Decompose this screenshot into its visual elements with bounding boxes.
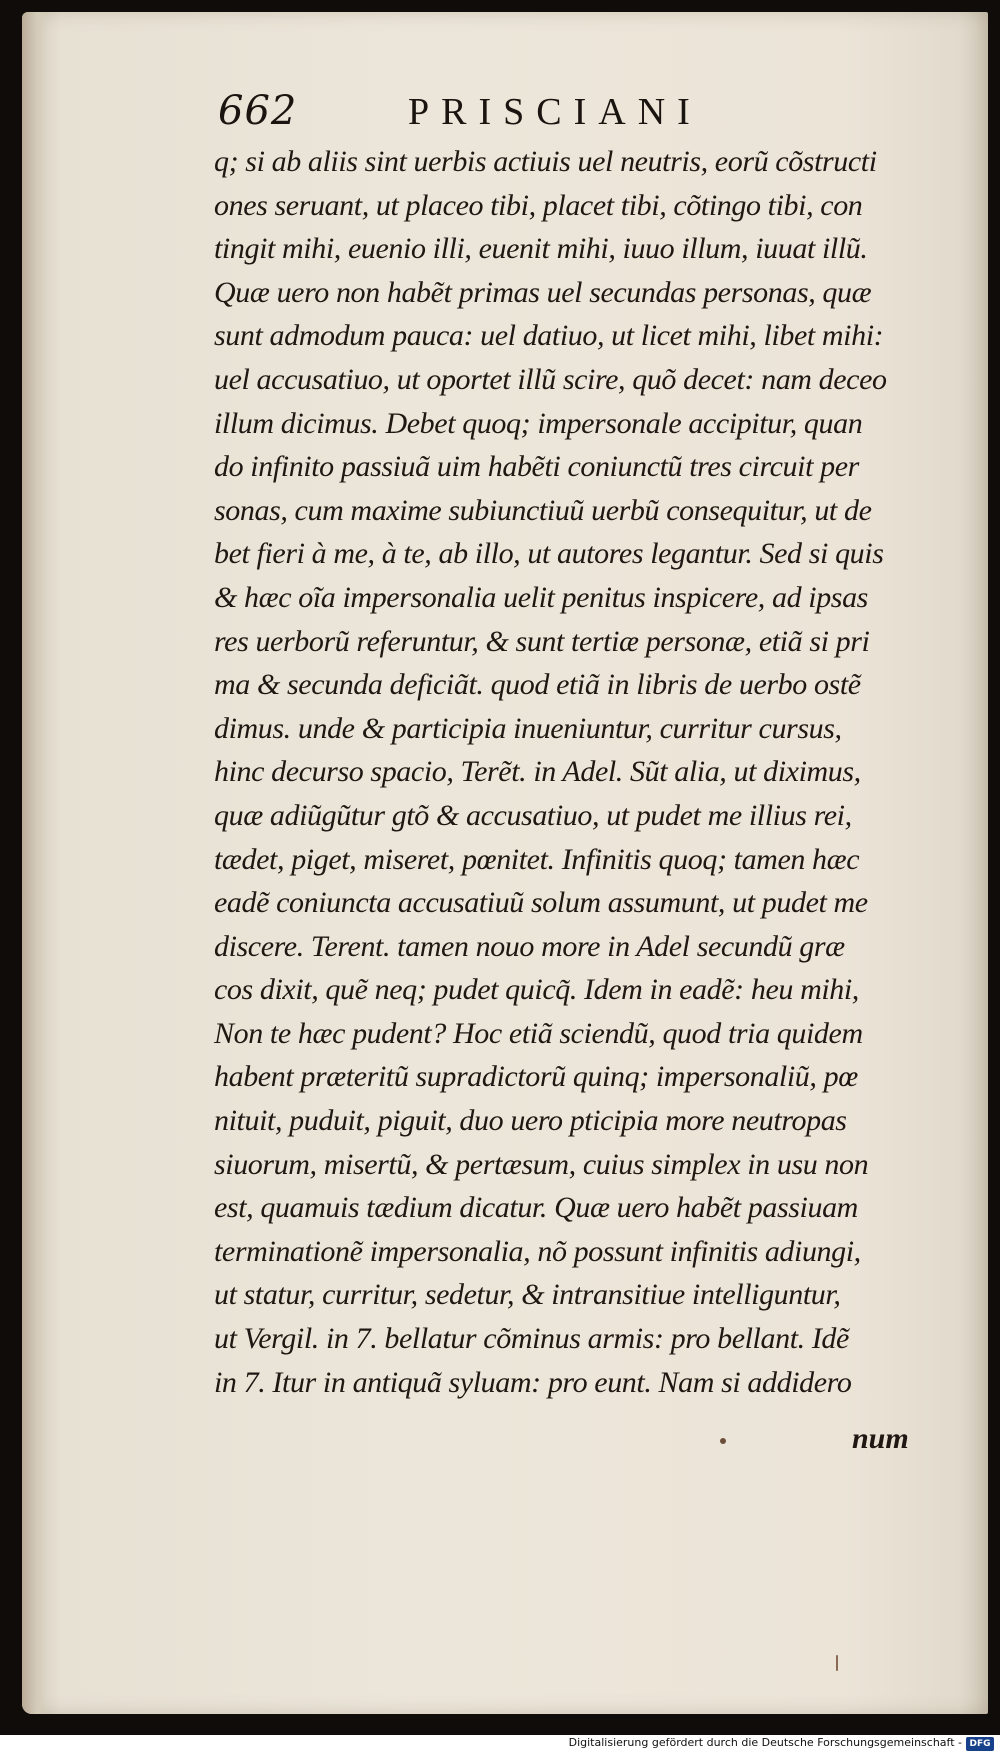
text-line: siuorum, misertũ, & pertæsum, cuius simplex in usu non	[214, 1147, 869, 1181]
text-line: tædet, piget, miseret, pœnitet. Infinitis quoq; tamen hæc	[214, 842, 860, 876]
text-line: ut statur, curritur, sedetur, & intransitiue intelliguntur,	[214, 1278, 841, 1312]
text-line: eadẽ coniuncta accusatiuũ solum assumunt, ut pudet me	[214, 886, 868, 920]
page-edge	[22, 12, 48, 1714]
catchword: num	[852, 1422, 909, 1455]
text-line: & hæc oĩa impersonalia uelit penitus inspicere, ad ipsas	[214, 580, 868, 614]
text-line: uel accusatiuo, ut oportet illũ scire, quõ decet: nam deceo	[214, 362, 887, 396]
text-line: illum dicimus. Debet quoq; impersonale accipitur, quan	[214, 406, 863, 440]
text-line: in 7. Itur in antiquã syluam: pro eunt. Nam si addidero	[214, 1365, 852, 1399]
page-number: 662	[218, 88, 298, 134]
page-header	[218, 88, 788, 138]
ink-speck	[720, 1438, 726, 1444]
text-line: quæ adiũgũtur gtõ & accusatiuo, ut pudet me illius rei,	[214, 798, 852, 832]
text-line: ma & secunda deficiãt. quod etiã in libris de uerbo ostẽ	[214, 668, 861, 702]
text-line: dimus. unde & participia inueniuntur, curritur cursus,	[214, 711, 842, 745]
text-line: discere. Terent. tamen nouo more in Adel secundũ græ	[214, 929, 845, 963]
text-line: do infinito passiuã uim habẽti coniunctũ tres circuit per	[214, 450, 859, 484]
ink-speck	[836, 1655, 838, 1671]
text-line: Quæ uero non habẽt primas uel secundas personas, quæ	[214, 275, 872, 309]
text-line: hinc decurso spacio, Terẽt. in Adel. Sũt alia, ut diximus,	[214, 755, 861, 789]
text-line: bet fieri à me, à te, ab illo, ut autores legantur. Sed si quis	[214, 537, 884, 571]
text-line: sonas, cum maxime subiunctiuũ uerbũ consequitur, ut de	[214, 493, 872, 527]
text-line: q; si ab aliis sint uerbis actiuis uel neutris, eorũ cõstructi	[214, 145, 877, 178]
text-line: ut Vergil. in 7. bellatur cõminus armis: pro bellant. Idẽ	[214, 1322, 849, 1356]
text-line: ones seruant, ut placeo tibi, placet tibi, cõtingo tibi, con	[214, 188, 863, 222]
body-text	[214, 140, 914, 1404]
text-line: est, quamuis tædium dicatur. Quæ uero habẽt passiuam	[214, 1191, 858, 1225]
text-line: Non te hæc pudent? Hoc etiã sciendũ, quod tria quidem	[214, 1016, 863, 1050]
text-line: tingit mihi, euenio illi, euenit mihi, iuuo illum, iuuat illũ.	[214, 232, 868, 266]
digitization-credit: Digitalisierung gefördert durch die Deutsche Forschungsgemeinschaft -	[568, 1736, 962, 1749]
running-head: PRISCIANI	[408, 91, 702, 133]
text-line: nituit, puduit, piguit, duo uero pticipia more neutropas	[214, 1104, 847, 1138]
text-line: res uerborũ referuntur, & sunt tertiæ personæ, etiã si pri	[214, 624, 870, 658]
text-line: habent præteritũ supradictorũ quinq; impersonaliũ, pœ	[214, 1060, 858, 1094]
text-line: cos dixit, quẽ neq; pudet quicq̃. Idem in eadẽ: heu mihi,	[214, 973, 859, 1007]
dfg-logo: DFG	[966, 1737, 994, 1751]
text-line: sunt admodum pauca: uel datiuo, ut licet mihi, libet mihi:	[214, 319, 884, 353]
text-line: terminationẽ impersonalia, nõ possunt infinitis adiungi,	[214, 1234, 861, 1268]
